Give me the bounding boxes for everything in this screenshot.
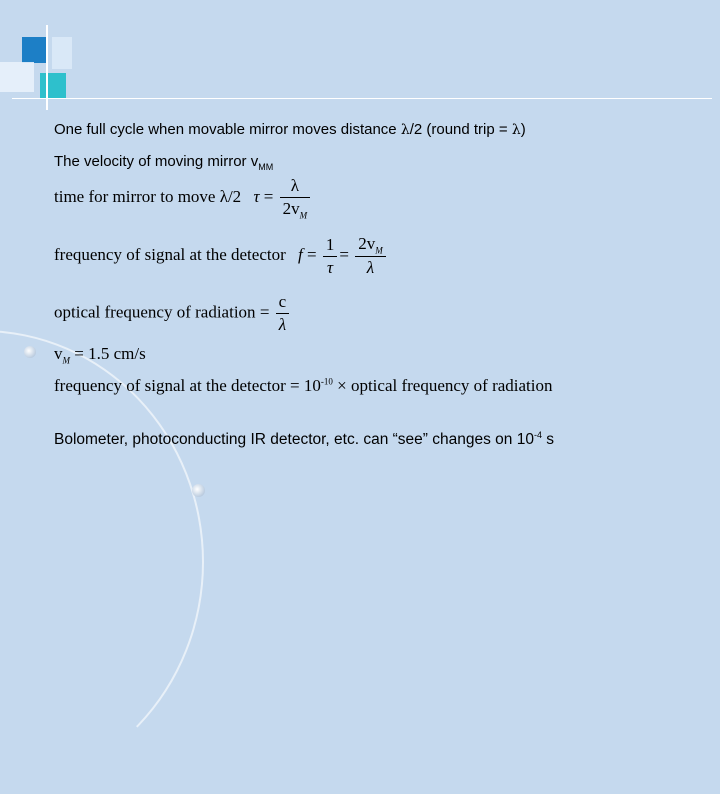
exponent: -10 bbox=[320, 376, 333, 387]
fraction bbox=[276, 292, 290, 335]
decorative-square-light bbox=[52, 37, 72, 69]
equals-sign: = bbox=[302, 245, 317, 265]
numerator: $2v_M$ bbox=[358, 234, 383, 256]
equation-frequency-ratio bbox=[54, 376, 553, 396]
fraction bbox=[280, 176, 311, 220]
equals-ten: = 10 bbox=[285, 376, 321, 395]
denominator: λ bbox=[355, 256, 386, 278]
decorative-square-light bbox=[0, 62, 34, 92]
text-segment: Bolometer, photoconducting IR detector, etc. can “see” changes on 10 bbox=[54, 431, 534, 449]
text-line-velocity bbox=[54, 153, 273, 172]
lambda-symbol: λ bbox=[400, 122, 410, 138]
text-segment: ) bbox=[520, 121, 526, 138]
decorative-horizontal-line bbox=[12, 98, 712, 99]
exponent: -4 bbox=[533, 430, 542, 440]
text-segment: The velocity of moving mirror v bbox=[54, 153, 259, 170]
text-segment: s bbox=[541, 431, 555, 449]
text-line-cycle bbox=[54, 121, 526, 138]
bullet-dot bbox=[24, 346, 36, 358]
equals-sign: = bbox=[339, 245, 349, 265]
equation-label: frequency of signal at the detector bbox=[54, 245, 286, 265]
velocity-symbol: v bbox=[54, 344, 63, 363]
equals-sign: = bbox=[259, 302, 270, 322]
text-segment: One full cycle when movable mirror moves distance bbox=[54, 121, 401, 138]
frequency-symbol: f bbox=[298, 245, 303, 265]
equation-frequency-signal bbox=[54, 234, 388, 278]
text-line-bolometer bbox=[54, 430, 554, 449]
text-segment: /2 (round trip = bbox=[409, 121, 512, 138]
equation-rest: × optical frequency of radiation bbox=[332, 376, 553, 395]
equation-label: optical frequency of radiation bbox=[54, 302, 256, 322]
equation-label: frequency of signal at the detector bbox=[54, 376, 286, 395]
equation-time bbox=[54, 176, 312, 220]
decorative-square-blue bbox=[22, 37, 48, 63]
equals-sign: = bbox=[259, 187, 274, 207]
subscript: MM bbox=[258, 162, 274, 172]
equation-velocity-value bbox=[54, 344, 146, 365]
denominator: τ bbox=[323, 256, 338, 278]
numerator: c bbox=[278, 292, 287, 311]
velocity-value: = 1.5 cm/s bbox=[70, 344, 146, 363]
tau-symbol: τ bbox=[253, 187, 260, 207]
fraction bbox=[323, 235, 338, 278]
denominator: λ bbox=[276, 313, 290, 335]
decorative-arc bbox=[0, 330, 204, 794]
subscript: M bbox=[62, 355, 70, 366]
numerator: 1 bbox=[325, 234, 335, 254]
equation-label: time for mirror to move λ/2 bbox=[54, 187, 242, 207]
bullet-dot bbox=[192, 484, 205, 497]
decorative-square-teal bbox=[40, 73, 66, 99]
numerator: λ bbox=[290, 176, 299, 195]
fraction bbox=[355, 234, 386, 278]
equation-optical-frequency bbox=[54, 292, 291, 335]
denominator: $2v_M$ bbox=[280, 197, 311, 220]
lambda-symbol: λ bbox=[511, 122, 521, 138]
